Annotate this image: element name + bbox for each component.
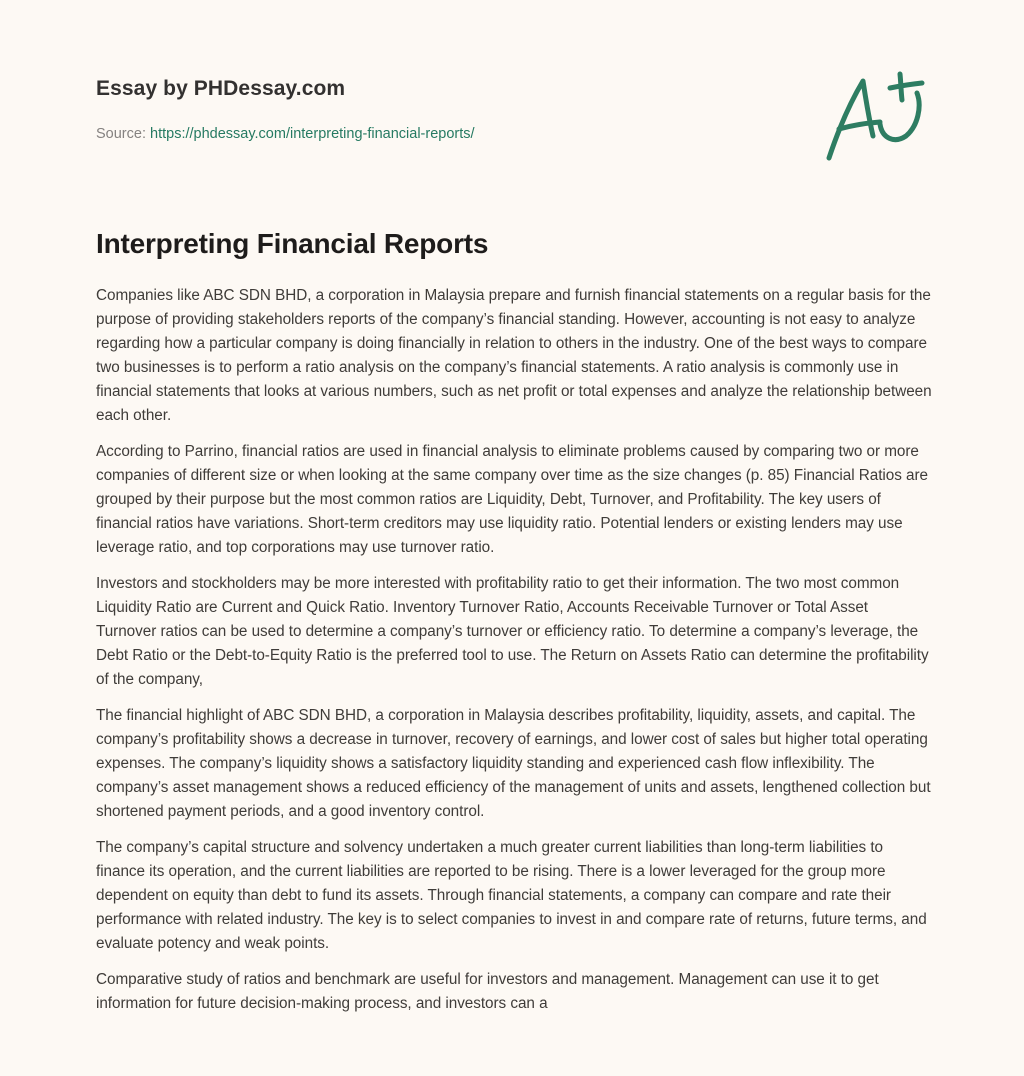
- paragraph: Investors and stockholders may be more interested with profitability ratio to get their information. The two most common Liquidity Ratio are Current and Quick Ratio. Inventory Turnover Ratio, Accounts Receivable Turnover or Total Asset Turnover ratios can be used to determine a company’s turnover or efficiency ratio. To determine a company’s leverage, the Debt Ratio or the Debt-to-Equity Ratio is the preferred tool to use. The Return on Assets Ratio can determine the profitability of the company,: [96, 575, 929, 688]
- paragraph: Comparative study of ratios and benchmark are useful for investors and management. Management can use it to get information for future decision-making process, and investors can a: [96, 971, 879, 1012]
- paragraph: The company’s capital structure and solvency undertaken a much greater current liabilities than long-term liabilities to finance its operation, and the current liabilities are reported to be rising. There is a lower leveraged for the group more dependent on equity than debt to fund its assets. Through financial statements, a company can compare and rate their performance with related industry. The key is to select companies to invest in and compare rate of returns, future terms, and evaluate potency and weak points.: [96, 839, 927, 952]
- article-body: [96, 284, 932, 1028]
- article-title: Interpreting Financial Reports: [96, 228, 489, 259]
- source-link[interactable]: https://phdessay.com/interpreting-financial-reports/: [150, 126, 475, 142]
- paragraph: According to Parrino, financial ratios are used in financial analysis to eliminate problems caused by comparing two or more companies of different size or when looking at the same company over time as the size changes (p. 85) Financial Ratios are grouped by their purpose but the most common ratios are Liquidity, Debt, Turnover, and Profitability. The key users of financial ratios have variations. Short-term creditors may use liquidity ratio. Potential lenders or existing lenders may use leverage ratio, and top corporations may use turnover ratio.: [96, 443, 928, 556]
- paragraph: The financial highlight of ABC SDN BHD, a corporation in Malaysia describes profitability, liquidity, assets, and capital. The company’s profitability shows a decrease in turnover, recovery of earnings, and lower cost of sales but higher total operating expenses. The company’s liquidity shows a satisfactory liquidity standing and experienced cash flow inflexibility. The company’s asset management shows a reduced efficiency of the management of units and assets, lengthened collection but shortened payment periods, and a good inventory control.: [96, 707, 931, 820]
- paragraph: Companies like ABC SDN BHD, a corporation in Malaysia prepare and furnish financial statements on a regular basis for the purpose of providing stakeholders reports of the company’s financial standing. However, accounting is not easy to analyze regarding how a particular company is doing financially in relation to others in the industry. One of the best ways to compare two businesses is to perform a ratio analysis on the company’s financial statements. A ratio analysis is commonly use in financial statements that looks at various numbers, such as net profit or total expenses and analyze the relationship between each other.: [96, 287, 932, 424]
- document-header: [96, 74, 696, 144]
- a-plus-grade-icon: [818, 66, 930, 166]
- site-title: Essay by PHDessay.com: [96, 77, 346, 100]
- source-line: [96, 124, 696, 144]
- source-label: Source:: [96, 126, 146, 142]
